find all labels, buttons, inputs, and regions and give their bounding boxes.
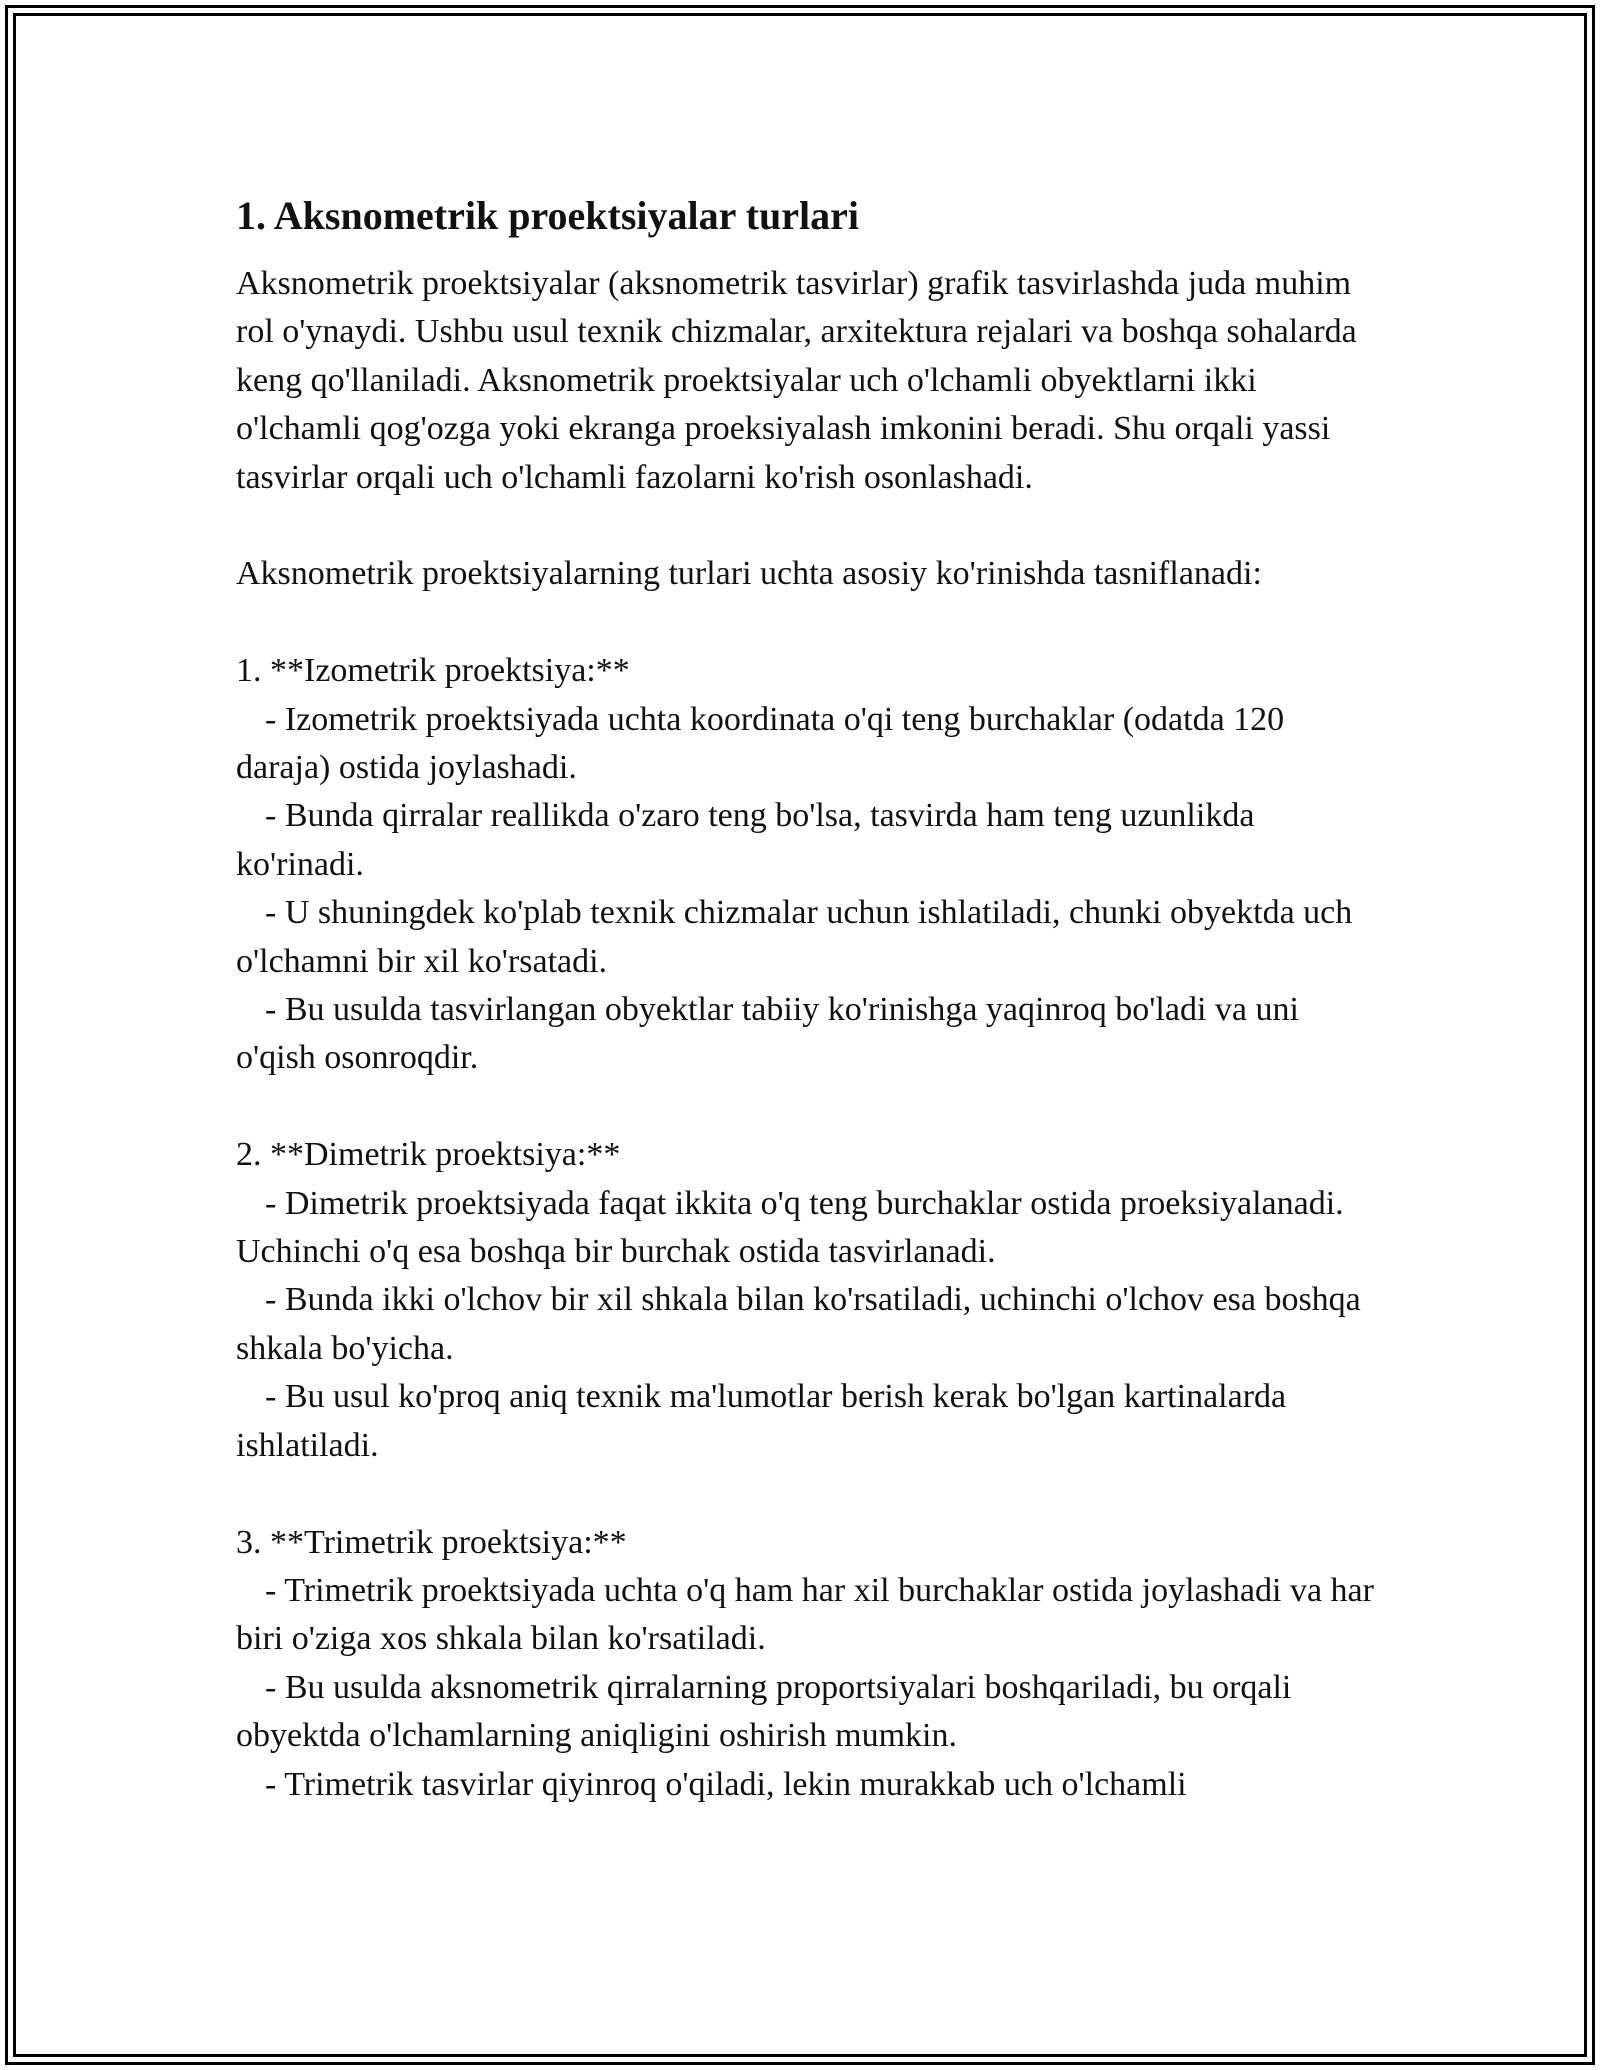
bullet-item: - Bu usul ko'proq aniq texnik ma'lumotlar berish kerak bo'lgan kartinalarda ishlatiladi. [236,1378,1287,1464]
bullet-item: - Trimetrik tasvirlar qiyinroq o'qiladi, lekin murakkab uch o'lchamli [265,1765,1187,1803]
bullet-item: - Bu usulda tasvirlangan obyektlar tabiiy ko'rinishga yaqinroq bo'ladi va uni o'qish osonroqdir. [236,991,1299,1077]
bullet-item: - Dimetrik proektsiyada faqat ikkita o'q teng burchaklar ostida proeksiyalanadi. Uchinchi o'q esa boshqa bir burchak ostida tasvirlanadi. [236,1184,1344,1271]
section-heading: 2. **Dimetrik proektsiya:** [236,1136,621,1174]
document-page [236,190,1386,1809]
bullet-item: - Bunda ikki o'lchov bir xil shkala bilan ko'rsatiladi, uchinchi o'lchov esa boshqa shkala bo'yicha. [236,1281,1361,1367]
document-body [236,260,1386,1809]
section-heading: 3. **Trimetrik proektsiya:** [236,1523,627,1561]
intro-paragraph: Aksnometrik proektsiyalar (aksnometrik tasvirlar) grafik tasvirlashda juda muhim rol o'ynaydi. Ushbu usul texnik chizmalar, arxitektura rejalari va boshqa sohalarda keng qo'llaniladi. Aksnometrik proektsiyalar uch o'lchamli obyektlarni ikki o'lchamli qog'ozga yoki ekranga proeksiyalash imkonini beradi. Shu orqali yassi tasvirlar orqali uch o'lchamli fazolarni ko'rish osonlashadi. [236,265,1357,496]
lead-paragraph: Aksnometrik proektsiyalarning turlari uchta asosiy ko'rinishda tasniflanadi: [236,555,1262,593]
bullet-item: - Trimetrik proektsiyada uchta o'q ham har xil burchaklar ostida joylashadi va har biri o'ziga xos shkala bilan ko'rsatiladi. [236,1571,1374,1658]
document-title: 1. Aksnometrik proektsiyalar turlari [236,193,859,238]
bullet-item: - Izometrik proektsiyada uchta koordinata o'qi teng burchaklar (odatda 120 daraja) ostida joylashadi. [236,700,1285,787]
bullet-item: - Bu usulda aksnometrik qirralarning proportsiyalari boshqariladi, bu orqali obyektda o'lchamlarning aniqligini oshirish mumkin. [236,1668,1292,1755]
section-dimetrik [236,1131,1386,1470]
bullet-item: - U shuningdek ko'plab texnik chizmalar uchun ishlatiladi, chunki obyektda uch o'lchamni bir xil ko'rsatadi. [236,894,1353,980]
section-trimetrik [236,1519,1386,1809]
bullet-item: - Bunda qirralar reallikda o'zaro teng bo'lsa, tasvirda ham teng uzunlikda ko'rinadi. [236,797,1255,883]
section-izometrik [236,647,1386,1083]
section-heading: 1. **Izometrik proektsiya:** [236,652,630,690]
